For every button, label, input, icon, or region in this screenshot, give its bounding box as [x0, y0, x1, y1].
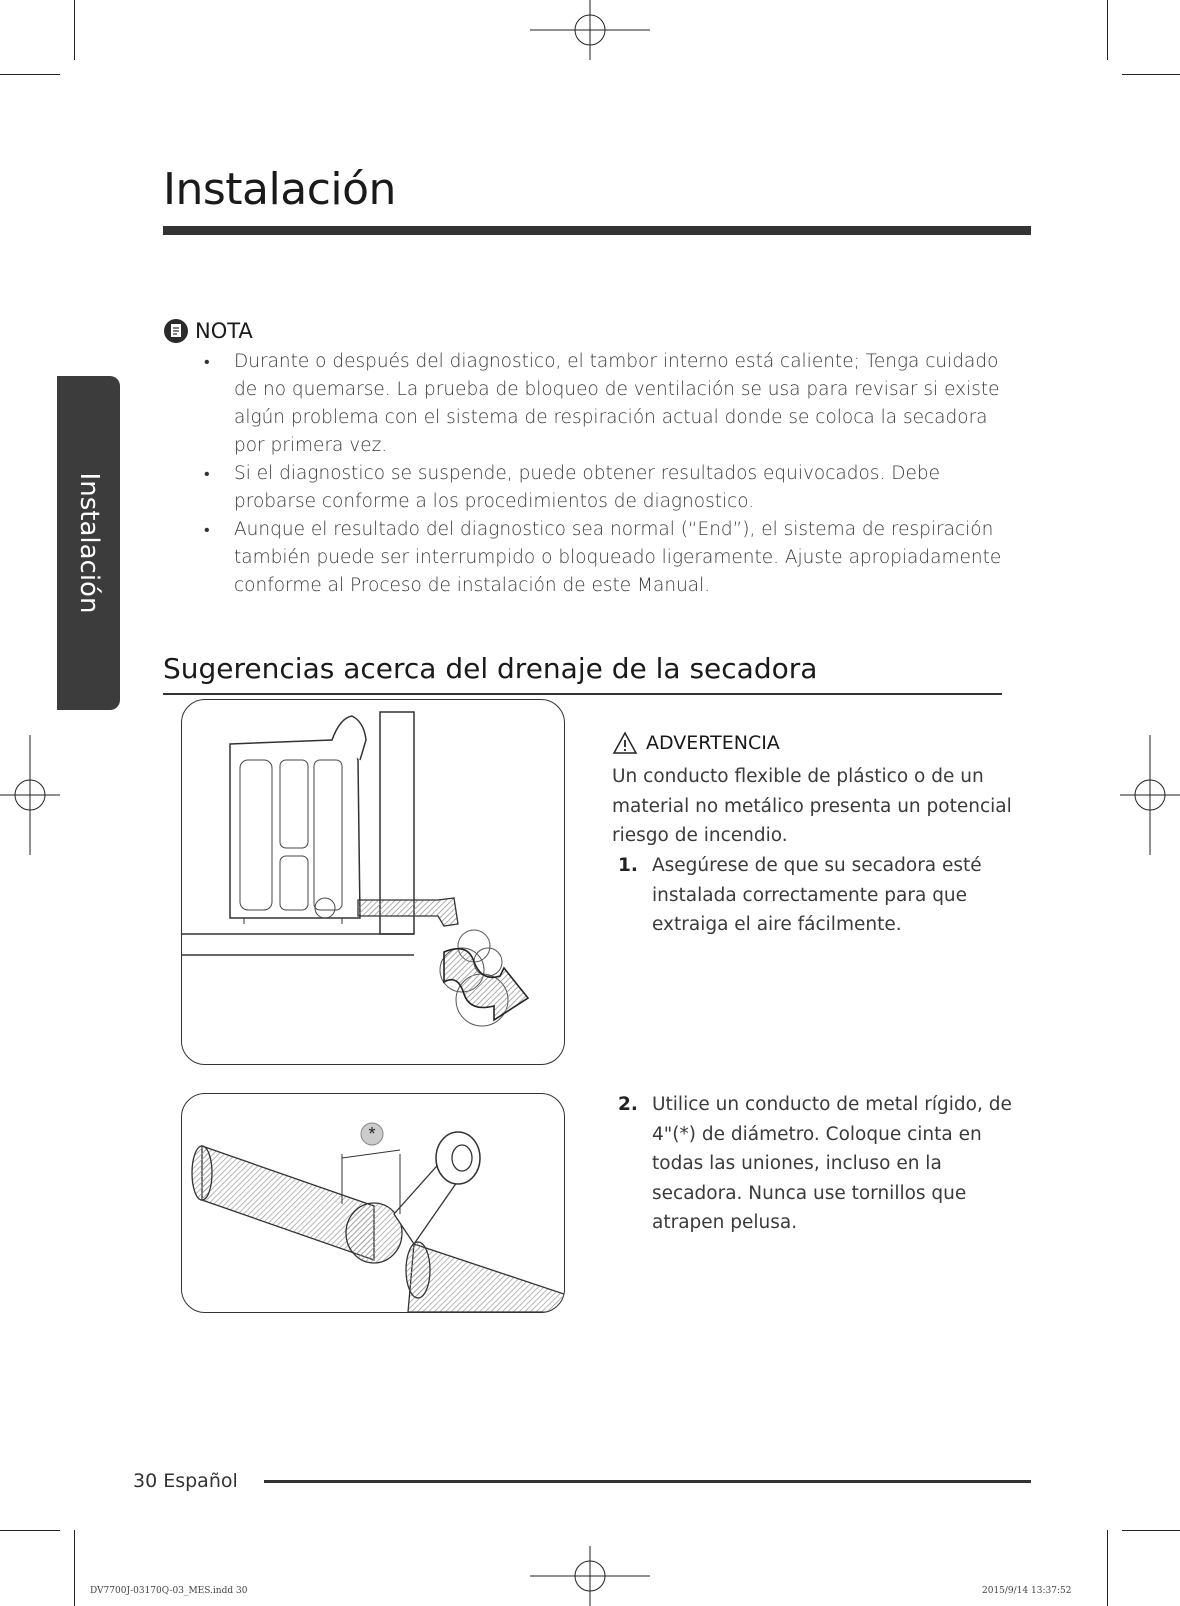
note-heading	[163, 318, 253, 344]
side-tab-label: Instalación	[73, 472, 104, 614]
dimension-marker: *	[368, 1124, 376, 1144]
crop-mark	[0, 1530, 60, 1531]
duct-tape-drawing	[182, 1094, 564, 1312]
note-item: • Aunque el resultado del diagnostico sea normal (“End”), el sistema de respiración también puede ser interrumpido o bloqueado ligeramente. Ajuste apropiadamente conforme al Proceso de instalación de este Manual.	[198, 516, 1018, 600]
registration-mark-right	[1120, 735, 1180, 855]
duct-tape-illustration	[181, 1093, 565, 1313]
warning-heading	[612, 731, 780, 755]
step-text: Utilice un conducto de metal rígido, de 4"(*) de diámetro. Coloque cinta en todas las uniones, incluso en la secadora. Nunca use tornillos que atrapen pelusa.	[652, 1094, 1012, 1233]
warning-label: ADVERTENCIA	[646, 732, 780, 754]
note-item: • Durante o después del diagnostico, el tambor interno está caliente; Tenga cuidado de no quemarse. La prueba de bloqueo de ventilación se usa para revisar si existe algún problema con el sistema de respiración actual donde se coloca la secadora por primera vez.	[198, 348, 1018, 460]
crop-mark	[74, 0, 75, 60]
page-title: Instalación	[163, 164, 396, 215]
page-footer: 30 Español	[133, 1470, 238, 1492]
registration-mark-left	[0, 735, 60, 855]
step-text: Asegúrese de que su secadora esté instalada correctamente para que extraiga el aire fácilmente.	[652, 855, 982, 935]
side-tab	[57, 376, 120, 710]
note-item: • Si el diagnostico se suspende, puede obtener resultados equivocados. Debe probarse conforme a los procedimientos de diagnostico.	[198, 460, 1018, 516]
note-list	[198, 348, 1018, 600]
section-title: Sugerencias acerca del drenaje de la secadora	[163, 652, 818, 685]
step-1	[612, 851, 1032, 940]
crop-mark	[1107, 0, 1108, 60]
note-icon	[163, 318, 189, 344]
title-rule	[163, 226, 1031, 235]
crop-mark	[1122, 1530, 1180, 1531]
dryer-vent-drawing	[182, 700, 564, 1064]
footer-rule	[264, 1480, 1031, 1483]
registration-mark-bottom	[530, 1546, 650, 1606]
step-number: 2.	[618, 1094, 638, 1115]
section-rule	[163, 693, 1002, 695]
print-slug-date: 2015/9/14 13:37:52	[982, 1586, 1072, 1596]
registration-mark-top	[530, 0, 650, 60]
crop-mark	[1122, 74, 1180, 75]
note-label: NOTA	[195, 319, 253, 343]
dryer-vent-illustration	[181, 699, 565, 1065]
step-2	[612, 1090, 1032, 1238]
crop-mark	[1107, 1530, 1108, 1606]
warning-triangle-icon	[612, 731, 638, 755]
warning-text: Un conducto flexible de plástico o de un material no metálico presenta un potencial riesgo de incendio.	[612, 766, 1012, 846]
crop-mark	[74, 1530, 75, 1606]
step-number: 1.	[618, 855, 638, 876]
crop-mark	[0, 74, 60, 75]
print-slug-file: DV7700J-03170Q-03_MES.indd 30	[90, 1586, 248, 1596]
